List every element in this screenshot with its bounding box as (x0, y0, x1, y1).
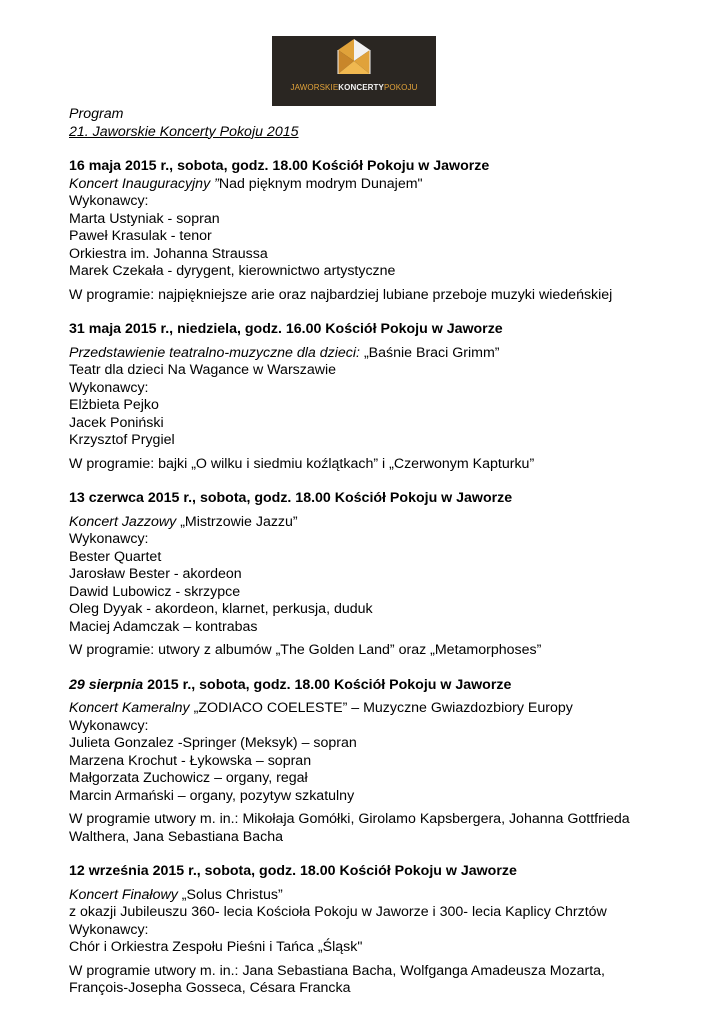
performers-label: Wykonawcy: (69, 531, 149, 547)
concert-program: W programie: najpiękniejsze arie oraz najbardziej lubiane przeboje muzyki wiedeńskiej (69, 286, 613, 303)
performers-label: Wykonawcy: (69, 717, 149, 734)
concert-heading: 16 maja 2015 r., sobota, godz. 18.00 Kościół Pokoju w Jaworze (69, 158, 490, 174)
performer: Marzena Krochut - Łykowska – sopran (69, 752, 312, 769)
performers-label: Wykonawcy: (69, 379, 149, 396)
concert-5 (69, 863, 669, 998)
program-document (69, 106, 669, 998)
concert-program: W programie utwory m. in.: Jana Sebastiana Bacha, Wolfganga Amadeusza Mozarta, (69, 962, 605, 979)
concert-extra: Teatr dla dzieci Na Wagance w Warszawie (69, 362, 337, 378)
festival-subtitle: 21. Jaworskie Koncerty Pokoju 2015 (69, 123, 299, 140)
performer: Dawid Lubowicz - skrzypce (69, 583, 241, 600)
performer: Chór i Orkiestra Zespołu Pieśni i Tańca „Śląsk" (69, 939, 363, 955)
performer: Julieta Gonzalez -Springer (Meksyk) – sopran (69, 735, 357, 751)
performer: Marta Ustyniak - sopran (69, 210, 220, 227)
logo-emblem-icon (272, 36, 436, 106)
performer: Orkiestra im. Johanna Straussa (69, 245, 268, 262)
concert-4 (69, 677, 669, 847)
concert-type: Koncert Finałowy (69, 886, 182, 903)
concert-heading-rest: 2015 r., sobota, godz. 18.00 Kościół Pokoju w Jaworze (143, 676, 512, 693)
concert-program: François-Josepha Gosseca, Césara Francka (69, 980, 351, 996)
logo-text-part2: KONCERTY (338, 83, 384, 92)
concert-program: W programie: utwory z albumów „The Golden Land” oraz „Metamorphoses” (69, 642, 542, 658)
concert-heading: 31 maja 2015 r., niedziela, godz. 16.00 Kościół Pokoju w Jaworze (69, 321, 503, 337)
performer: Elżbieta Pejko (69, 397, 159, 413)
concert-heading: 12 września 2015 r., sobota, godz. 18.00 Kościół Pokoju w Jaworze (69, 863, 517, 879)
performer: Bester Quartet (69, 548, 162, 565)
concert-3 (69, 490, 669, 660)
concert-extra: z okazji Jubileuszu 360- lecia Kościoła Pokoju w Jaworze i 300- lecia Kaplicy Chrztów (69, 904, 607, 920)
concert-type: Koncert Kameralny (69, 700, 194, 716)
concert-1 (69, 158, 669, 304)
concert-program: Walthera, Jana Sebastiana Bacha (69, 828, 283, 845)
concert-title: Nad pięknym modrym Dunajem" (218, 175, 423, 192)
concert-program: W programie: bajki „O wilku i siedmiu koźlątkach” i „Czerwonym Kapturku” (69, 455, 535, 472)
performer: Jarosław Bester - akordeon (69, 566, 242, 582)
performer: Oleg Dyyak - akordeon, klarnet, perkusja, duduk (69, 601, 373, 617)
festival-logo (272, 36, 436, 106)
performer: Małgorzata Zuchowicz – organy, regał (69, 770, 308, 786)
performers-label: Wykonawcy: (69, 193, 149, 209)
concert-title-line (69, 887, 669, 905)
concert-title: „Solus Christus” (181, 886, 283, 903)
performer: Jacek Poniński (69, 414, 164, 431)
concert-title: „Baśnie Braci Grimm” (363, 344, 500, 361)
concert-heading: 13 czerwca 2015 r., sobota, godz. 18.00 Kościół Pokoju w Jaworze (69, 490, 513, 506)
performer: Marcin Armański – organy, pozytyw szkatulny (69, 787, 355, 804)
concert-title-line (69, 514, 669, 532)
concert-title-line (69, 345, 669, 363)
performer: Krzysztof Prygiel (69, 432, 175, 448)
concert-title: „ZODIACO COELESTE” – Muzyczne Gwiazdozbiory Europy (193, 700, 573, 716)
performers-label: Wykonawcy: (69, 921, 149, 938)
performer: Paweł Krasulak - tenor (69, 228, 212, 244)
concert-type: Koncert Inauguracyjny ” (69, 175, 219, 192)
performer: Maciej Adamczak – kontrabas (69, 618, 258, 635)
concert-heading (69, 677, 669, 695)
concert-type: Przedstawienie teatralno-muzyczne dla dzieci: (69, 344, 364, 361)
logo-text-part3: POKOJU (383, 83, 418, 92)
concert-title: „Mistrzowie Jazzu” (180, 513, 298, 530)
performer: Marek Czekała - dyrygent, kierownictwo artystyczne (69, 263, 396, 279)
concert-title-line (69, 700, 669, 718)
program-label: Program (69, 106, 124, 122)
logo-wordmark (272, 83, 436, 92)
concert-2 (69, 321, 669, 473)
concert-title-line (69, 176, 669, 194)
concert-program: W programie utwory m. in.: Mikołaja Gomółki, Girolamo Kapsbergera, Johanna Gottfrieda (69, 811, 630, 827)
logo-text-part1: JAWORSKIE (290, 83, 339, 92)
concert-date: 29 sierpnia (69, 676, 144, 693)
concert-type: Koncert Jazzowy (69, 513, 181, 530)
